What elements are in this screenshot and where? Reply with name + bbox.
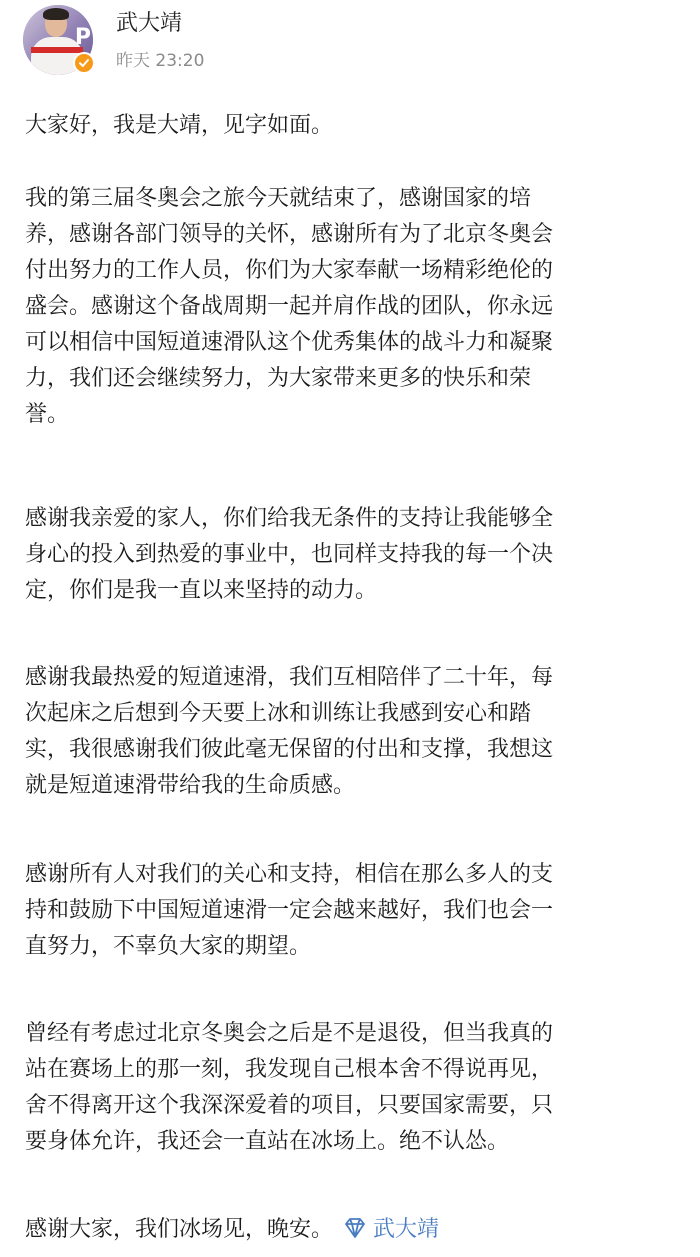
text-line: 站在赛场上的那一刻，我发现自己根本舍不得说再见，: [25, 1057, 554, 1082]
text-line: 付出努力的工作人员，你们为大家奉献一场精彩绝伦的: [25, 258, 554, 283]
text-line: 持和鼓励下中国短道速滑一定会越来越好，我们也会一: [25, 898, 554, 923]
text-line: 养，感谢各部门领导的关怀，感谢所有为了北京冬奥会: [25, 222, 554, 247]
paragraph-greeting: [25, 108, 675, 144]
avatar-letter: P: [74, 25, 91, 50]
paragraph-thanks-sport: [25, 660, 675, 804]
author-mention-link[interactable]: [343, 1212, 439, 1248]
closing-text: 感谢大家，我们冰场见，晚安。: [25, 1217, 334, 1242]
text-line: 实，我很感谢我们彼此毫无保留的付出和支撑，我想这: [25, 737, 554, 762]
verified-badge-icon: [73, 52, 95, 74]
author-name[interactable]: 武大靖: [116, 11, 183, 36]
text-line: 感谢所有人对我们的关心和支持，相信在那么多人的支: [25, 862, 554, 887]
text-line: 定，你们是我一直以来坚持的动力。: [25, 578, 378, 603]
super-topic-icon: [343, 1217, 367, 1239]
text-line: 感谢我亲爱的家人，你们给我无条件的支持让我能够全: [25, 506, 554, 531]
text-line: 誉。: [25, 402, 70, 427]
text-line: 可以相信中国短道速滑队这个优秀集体的战斗力和凝聚: [25, 330, 554, 355]
text-line: 感谢我最热爱的短道速滑，我们互相陪伴了二十年，每: [25, 665, 554, 690]
post-timestamp: 昨天 23:20: [116, 51, 205, 71]
text-line: 大家好，我是大靖，见字如面。: [25, 113, 334, 138]
text-line: 盛会。感谢这个备战周期一起并肩作战的团队，你永远: [25, 294, 554, 319]
text-line: 力，我们还会继续努力，为大家带来更多的快乐和荣: [25, 366, 532, 391]
text-line: 就是短道速滑带给我的生命质感。: [25, 773, 356, 798]
paragraph-retirement: [25, 1016, 675, 1160]
text-line: 要身体允许，我还会一直站在冰场上。绝不认怂。: [25, 1129, 510, 1154]
paragraph-thanks-family: [25, 501, 675, 609]
checkmark-icon: [78, 57, 90, 69]
author-mention-text: 武大靖: [373, 1217, 440, 1242]
post-header: [0, 0, 700, 90]
text-line: 我的第三届冬奥会之旅今天就结束了，感谢国家的培: [25, 186, 532, 211]
text-line: 直努力，不辜负大家的期望。: [25, 934, 312, 959]
text-line: 舍不得离开这个我深深爱着的项目，只要国家需要，只: [25, 1093, 554, 1118]
avatar-hair: [43, 8, 69, 20]
text-line: 身心的投入到热爱的事业中，也同样支持我的每一个决: [25, 542, 554, 567]
paragraph-closing: [25, 1212, 675, 1248]
paragraph-thanks-everyone: [25, 857, 675, 965]
paragraph-thanks-country: [25, 181, 675, 433]
text-line: 曾经有考虑过北京冬奥会之后是不是退役，但当我真的: [25, 1021, 554, 1046]
closing-line: [25, 1212, 675, 1248]
text-line: 次起床之后想到今天要上冰和训练让我感到安心和踏: [25, 701, 532, 726]
